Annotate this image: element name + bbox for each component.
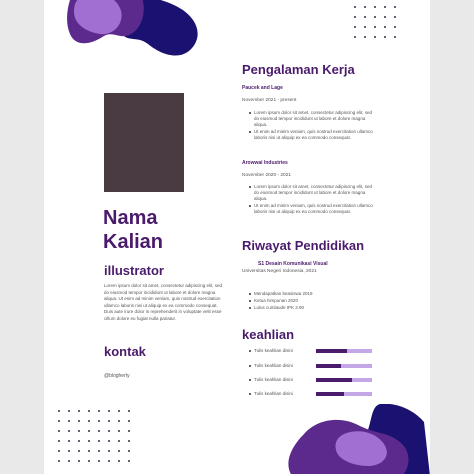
- education-school: Universitas Negeri Indonesia, 2021: [242, 269, 317, 274]
- skill-bar-fill: [316, 378, 352, 382]
- dot-pattern-bottom-left: [58, 410, 130, 462]
- skill-bar: [316, 364, 372, 368]
- education-achievements: [249, 290, 359, 311]
- job-bullet: Lorem ipsum dolor sit amet, consectetur adipiscing elit, sed do eiusmod tempor incididunt ut labore et dolore magna aliqua.: [249, 184, 374, 202]
- skill-label: Tulis keahlian disini: [249, 348, 293, 353]
- name-line-1: Nama: [103, 207, 158, 229]
- job-bullet: Ut enim ad minim veniam, quis nostrud exercitation ullamco laboris nisi ut aliquip ex ea commodo consequat.: [249, 203, 374, 215]
- dot-pattern-top-right: [354, 6, 396, 38]
- job-bullets: [249, 110, 374, 142]
- job-bullet: Lorem ipsum dolor sit amet, consectetur adipiscing elit, sed do eiusmod tempor incididunt ut labore et dolore magna aliqua.: [249, 110, 374, 128]
- contact-heading: kontak: [104, 344, 146, 359]
- contact-handle: @blogherty: [104, 373, 130, 379]
- skill-label: Tulis keahlian disini: [249, 391, 293, 396]
- skill-row: [249, 363, 374, 369]
- education-degree: S1 Desain Komunikasi Visual: [258, 261, 328, 267]
- skill-bar-fill: [316, 392, 344, 396]
- skill-row: [249, 377, 374, 383]
- skill-row: [249, 348, 374, 354]
- name-line-2: Kalian: [103, 231, 164, 253]
- profile-photo: [104, 93, 184, 192]
- skill-bar: [316, 378, 372, 382]
- job-period: November 2020 - 2021: [242, 173, 292, 178]
- decorative-blob-bottom: [284, 404, 430, 474]
- job-bullet: Ut enim ad minim veniam, quis nostrud exercitation ullamco laboris nisi ut aliquip ex ea commodo consequat.: [249, 129, 374, 141]
- skill-row: [249, 391, 374, 397]
- job-period: November 2021 - present: [242, 98, 297, 103]
- job-role: illustrator: [104, 263, 164, 278]
- achievement-item: Lulus cumlaude IPK 3.90: [249, 304, 359, 311]
- education-heading: Riwayat Pendidikan: [242, 238, 365, 253]
- about-text: Lorem ipsum dolor sit amet, consectetur adipiscing elit, sed do eiusmod tempor incididunt ut labore et dolore magna aliqua. Ut enim ad minim veniam, quis nostrud exercitation ullamco laboris nisi ut aliquip ex ea commodo consequat. Duis aute irure dolor in reprehenderit in voluptate velit esse cillum dolore eu fugiat nulla pariatur.: [104, 283, 223, 321]
- skill-bar-fill: [316, 364, 341, 368]
- achievement-item: Ketua himpunan 2020: [249, 297, 359, 304]
- skill-label: Tulis keahlian disini: [249, 377, 293, 382]
- achievement-item: Mendapatkan beasiswa 2019: [249, 290, 359, 297]
- skill-label: Tulis keahlian disini: [249, 363, 293, 368]
- resume-page: [44, 0, 430, 474]
- job-company: Arowwai Industries: [242, 160, 288, 166]
- skill-bar: [316, 392, 372, 396]
- skill-bar: [316, 349, 372, 353]
- job-bullets: [249, 184, 374, 216]
- full-name: [103, 206, 163, 254]
- skill-bar-fill: [316, 349, 347, 353]
- experience-heading: Pengalaman Kerja: [242, 62, 355, 77]
- skills-heading: keahlian: [242, 327, 295, 342]
- decorative-blob-top: [64, 0, 204, 70]
- job-company: Paucek and Lage: [242, 85, 283, 91]
